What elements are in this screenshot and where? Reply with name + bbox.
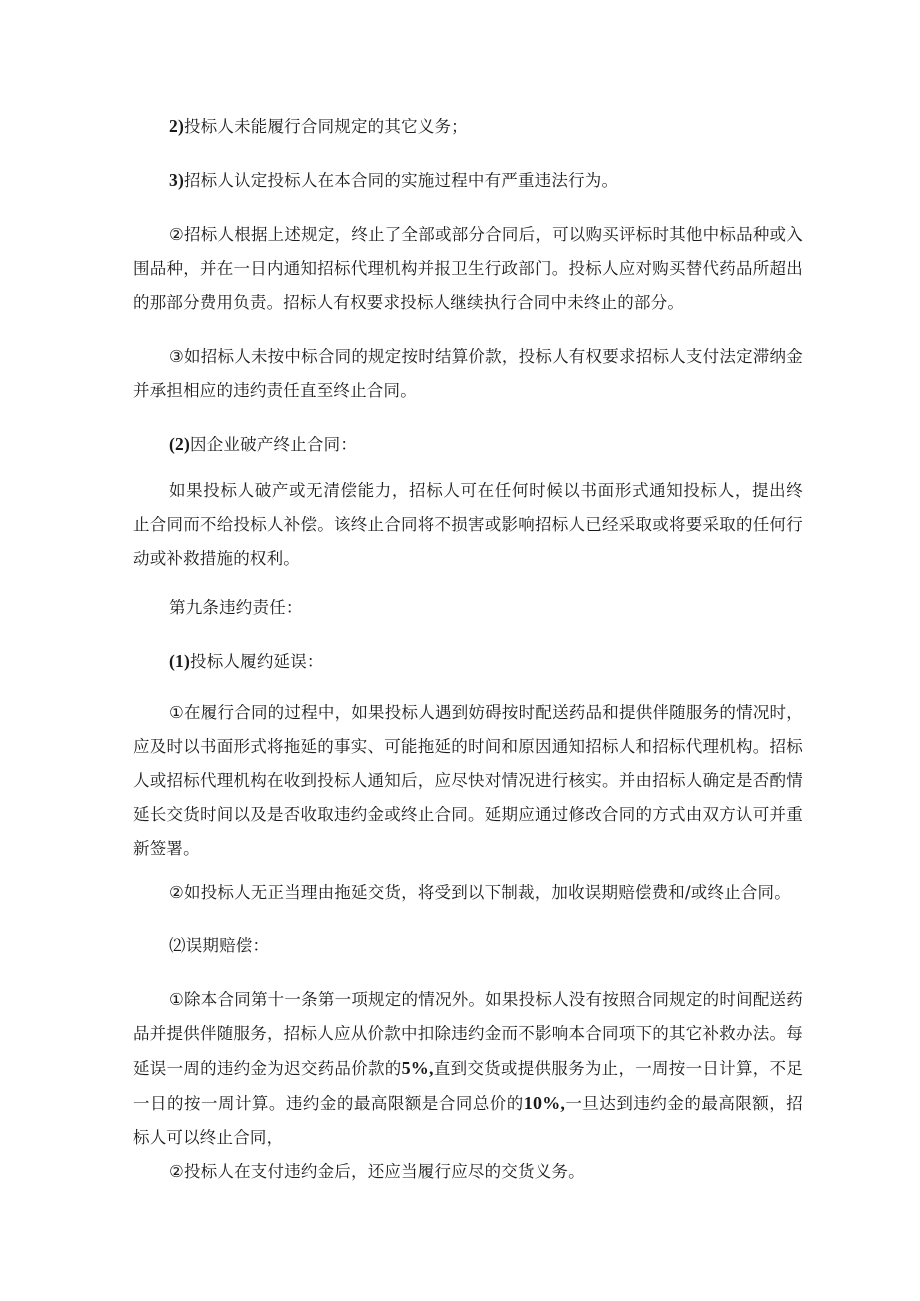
clause-number: (1): [169, 651, 191, 671]
paragraph-text: 直到交货或提供服务为止，一周按一日计算，不足一日的按一周计算。违约金的最高限额是合同总价的: [133, 1059, 804, 1113]
paragraph-text: 招标人认定投标人在本合同的实施过程中有严重违法行为。: [183, 171, 619, 190]
paragraph-text: ②投标人在支付违约金后，还应当履行应尽的交货义务。: [169, 1162, 585, 1181]
paragraph-text: ③如招标人未按中标合同的规定按时结算价款，投标人有权要求招标人支付法定滞纳金并承担相应的违约责任直至终止合同。: [133, 347, 803, 400]
paragraph-text: ②如投标人无正当理由拖延交货，将受到以下制裁，加收误期赔偿费和/或终止合同。: [169, 883, 791, 902]
clause-number: 3): [169, 170, 184, 190]
paragraph-text: 因企业破产终止合同：: [190, 435, 358, 454]
paragraph-late-payment: [133, 340, 803, 408]
paragraph-heading-delay: [133, 644, 803, 679]
paragraph-article-9-heading: [133, 591, 803, 625]
penalty-rate: 5%,: [401, 1058, 434, 1078]
clause-number: (2): [169, 434, 191, 454]
paragraph-text: 如果投标人破产或无清偿能力，招标人可在任何时候以书面形式通知投标人，提出终止合同而不给投标人补偿。该终止合同将不损害或影响招标人已经采取或将要采取的任何行动或补救措施的权利。: [133, 481, 803, 568]
paragraph-text: 投标人履约延误：: [190, 652, 324, 671]
paragraph-delay-notice: [133, 696, 803, 866]
paragraph-clause-3: [133, 163, 803, 198]
paragraph-text: ⑵误期赔偿：: [169, 936, 270, 955]
paragraph-delay-sanction: [133, 876, 803, 910]
paragraph-heading-bankruptcy: [133, 427, 803, 462]
paragraph-text: ①除本合同第十一条第一项规定的情况外。如果投标人没有按照合同规定的时间配送药品并提供伴随服务，招标人应从价款中扣除违约金而不影响本合同项下的其它补救办法。每延误一周的违约金为迟交药品价款的: [133, 990, 803, 1078]
paragraph-clause-2: [133, 109, 803, 144]
clause-number: 2): [169, 116, 184, 136]
paragraph-text: 一旦达到违约金的最高限额，招标人可以终止合同，: [133, 1094, 803, 1147]
paragraph-text: ②招标人根据上述规定，终止了全部或部分合同后，可以购买评标时其他中标品种或入围品种，并在一日内通知招标代理机构并报卫生行政部门。投标人应对购买替代药品所超出的那部分费用负责。招标人有权要求投标人继续执行合同中未终止的部分。: [133, 225, 803, 312]
paragraph-termination-purchase: [133, 218, 803, 320]
penalty-cap: 10%,: [523, 1093, 566, 1113]
paragraph-heading-compensation: [133, 929, 803, 963]
paragraph-delivery-obligation: [133, 1155, 803, 1189]
paragraph-text: ①在履行合同的过程中，如果投标人遇到妨碍按时配送药品和提供伴随服务的情况时，应及时以书面形式将拖延的事实、可能拖延的时间和原因通知招标人和招标代理机构。招标人或招标代理机构在收到投标人通知后，应尽快对情况进行核实。并由招标人确定是否酌情延长交货时间以及是否收取违约金或终止合同。延期应通过修改合同的方式由双方认可并重新签署。: [133, 703, 803, 858]
paragraph-bankruptcy: [133, 474, 803, 576]
paragraph-text: 第九条违约责任：: [169, 598, 303, 617]
paragraph-text: 投标人未能履行合同规定的其它义务；: [183, 117, 468, 136]
paragraph-compensation-rules: [133, 983, 803, 1155]
